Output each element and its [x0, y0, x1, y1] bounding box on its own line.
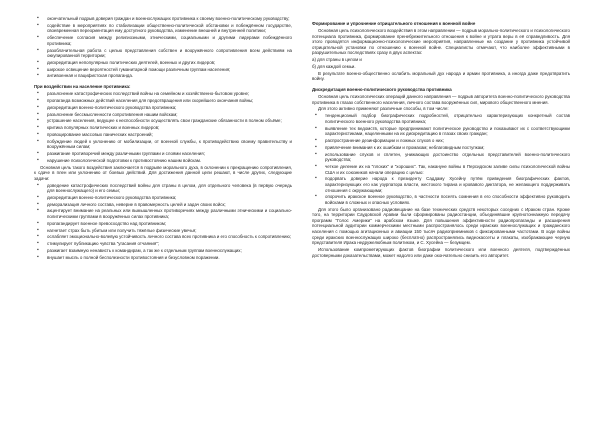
bullet-icon: ▪	[37, 233, 39, 240]
list-item	[312, 164, 570, 175]
bullet-icon: ▪	[37, 21, 39, 28]
list-item-text: доведение катастрофических последствий войны для страны в целом, для отдельного человека (в первую очередь для военнослужащего) и его семьи;	[47, 182, 292, 194]
list-item	[34, 98, 292, 104]
list-item-text: дискредитация военно-политического руководства противника;	[47, 194, 177, 200]
list-item	[312, 176, 570, 193]
list-item-text: внушает мысль о полной бесполезности противостояния и безусловном поражении.	[47, 254, 220, 260]
list-item	[34, 241, 292, 247]
paragraph-main-goal: Основная цель такого воздействия заключается в подрыве морального духа, в склонении к прекращению сопротивления, к сдаче в плен или уклонению от боевых действий. Для достижения данной цели решают, в числе других, следующие задачи:	[34, 164, 292, 181]
bullet-icon: ▪	[37, 226, 39, 233]
bullet-icon: ▪	[315, 112, 317, 119]
list-item-text: выявление тех ведомств, которые предпринимают политическое руководство и показывают их с соответствующими характеристиками, нацеленными на их дискредитацию в глазах своих граждан;	[325, 125, 570, 137]
list-item-text: критика популярных политических и военных лидеров;	[47, 125, 160, 131]
list-item-text: ослабляет эмоционально-волевую устойчивость личного состава всех противника и его способность к сопротивлению;	[47, 234, 292, 240]
list-item: б) для каждой семьи.	[312, 64, 356, 70]
list-item-text: нагнетает страх быть убитым или получить тяжёлые физические увечья;	[47, 227, 197, 233]
paragraph-discredit-goal: Основная цель психологических операций данного направления — подрыв авторитета военно-политического руководства противника в глазах собственного населения, личного состава вооружённых сил, мирового общественного мнения.	[312, 94, 570, 105]
bullet-icon: ▪	[315, 143, 317, 150]
bullet-icon: ▪	[37, 58, 39, 65]
list-item-text: тенденциозный подбор биографических подробностей, отрицательно характеризующих конкретный состав политического военного руководства противника;	[325, 113, 570, 124]
list-item-text: антивоенная и пацифистская пропаганда.	[47, 73, 133, 79]
bullet-list-tasks	[34, 183, 292, 261]
section-heading-population: При воздействии на население противника:	[34, 84, 131, 90]
list-item-text: подорвать доверие народа к президенту Саддаму Хусейну путём приведения биографических фактов, характеризующих его как узурпатора власти, жестокого тирана и кровавого диктатора, не желающего поддерживать отношения с окружающими;	[325, 176, 570, 193]
list-item	[34, 91, 292, 97]
list-item-text: разъяснение катастрофических последствий войны на семейном и хозяйственно-бытовом уровне;	[47, 91, 250, 97]
list-item	[34, 228, 292, 234]
list-item	[34, 35, 292, 46]
list-item	[34, 158, 292, 164]
bullet-icon: ▪	[37, 207, 39, 214]
list-item	[34, 132, 292, 138]
list-item	[34, 105, 292, 111]
list-item-text: пропаганда возможных действий населения для предотвращения или скорейшего окончания войны;	[47, 97, 254, 103]
bullet-icon: ▪	[37, 219, 39, 226]
list-item	[34, 202, 292, 208]
list-item-text: стимулирует публикацию чувства "угасания отчаяния";	[47, 241, 160, 247]
bullet-icon: ▪	[37, 253, 39, 260]
list-item-text: побуждение людей к уклонению от мобилизации, от военной службы, к противодействию своему правительству и вооружённым силам;	[47, 138, 292, 150]
bullet-icon: ▪	[37, 137, 39, 144]
paragraph-compromise: Использование компрометирующих фактов биографии политического или военного деятеля, подтверждённых достоверными доказательствами, может надолго или даже окончательно снизить его авторитет.	[312, 247, 570, 258]
list-item: а) для страны в целом и	[312, 57, 362, 63]
list-item	[312, 138, 570, 144]
bullet-icon: ▪	[37, 181, 39, 188]
bullet-icon: ▪	[37, 90, 39, 97]
list-item-text: акцентирует внимание на реальных или вымышленных противоречиях между различными этническими и социально-политическими группами в вооружённых силах противника;	[47, 208, 292, 220]
bullet-icon: ▪	[37, 110, 39, 117]
bullet-list-objectives	[34, 16, 292, 79]
list-item	[34, 23, 292, 34]
bullet-list-population	[34, 91, 292, 163]
list-item	[312, 145, 570, 151]
bullet-icon: ▪	[37, 117, 39, 124]
list-item-text: четкое деление их на "плохих" и "хороших". Так, накануне войны в Персидском заливе силы психологической войны США и их союзников начали операцию с целью:	[325, 163, 570, 175]
list-item-text: деморализация личного состава, неверие в правомерность целей и задач своих войск;	[47, 201, 226, 207]
list-item	[34, 118, 292, 124]
list-item-text: дискредитация военно-политического руководства противника;	[47, 104, 177, 110]
bullet-icon: ▪	[37, 65, 39, 72]
section-heading-attitude: Формирование и упрочнение отрицательного отношения к военной войне	[312, 21, 476, 26]
list-item	[34, 234, 292, 240]
list-item	[34, 183, 292, 194]
list-item	[34, 221, 292, 227]
bullet-icon: ▪	[315, 137, 317, 143]
list-item-text: обеспечение согласия между религиозными, этническими, социальными и другими лидерами побеждённого противника;	[47, 35, 292, 46]
list-item	[312, 152, 570, 163]
list-item-text: нарушение психологической подготовки к противостоянию нашим войскам.	[47, 157, 202, 163]
list-item	[34, 60, 292, 66]
left-column	[34, 16, 292, 262]
bullet-icon: ▪	[315, 162, 317, 169]
bullet-icon: ▪	[37, 96, 39, 103]
list-item	[312, 126, 570, 137]
bullet-icon: ▪	[37, 124, 39, 131]
list-item	[34, 125, 292, 131]
bullet-icon: ▪	[37, 34, 39, 41]
list-item-text: устрашение населения, ведущее к неспособности осуществлять свои гражданские обязанности в полном объёме;	[47, 118, 282, 124]
list-item	[34, 151, 292, 157]
bullet-icon: ▪	[37, 46, 39, 53]
bullet-icon: ▪	[315, 175, 317, 182]
bullet-icon: ▪	[37, 193, 39, 200]
list-item	[34, 255, 292, 261]
list-item	[34, 248, 292, 254]
list-item	[34, 16, 292, 22]
list-item	[34, 112, 292, 118]
list-item	[34, 139, 292, 150]
list-item-text: разъяснение бессмысленности сопротивления нашим войскам;	[47, 111, 178, 117]
list-item	[34, 208, 292, 219]
list-item-text: разжигает взаимную ненависть к командирам, а так же к отдельным группам военнослужащих;	[47, 247, 242, 253]
bullet-icon: ▪	[37, 246, 39, 253]
bullet-icon: ▪	[37, 103, 39, 110]
list-item	[34, 48, 292, 59]
bullet-icon: ▪	[315, 193, 317, 200]
section-heading-discredit: Дискредитация военно-политического руководства противника	[312, 87, 452, 92]
bullet-list-methods	[312, 113, 570, 205]
list-item-text: пропагандирует военное превосходство над противником;	[47, 220, 167, 226]
bullet-icon: ▪	[37, 156, 39, 163]
list-item-text: окончательный подрыв доверия граждан и военнослужащих противника к своему военно-политическому руководству;	[47, 16, 290, 21]
paragraph-methods-intro: Для этого активно применяют различные способы, в том числе:	[318, 106, 449, 112]
bullet-icon: ▪	[315, 150, 317, 157]
list-item-text: разжигание противоречий между различными группами и слоями населения;	[47, 151, 205, 156]
paragraph-result: В результате военно-общественно ослабить моральный дух народа и армии противника, а иногда даже предотвратить войну.	[312, 70, 570, 82]
bullet-icon: ▪	[315, 124, 317, 131]
list-item	[34, 195, 292, 201]
paragraph-radio: Для этого было организовано радиовещание на базе технических средств некоторых соседних с Ираком стран. Кроме того, на территории Саудовской Аравии были сформированы радиостанции, объединявшие крупнотоннажную передачу программ "Голос Америки" на арабском языке. Для повышения эффективности радиопропаганды и расширения потенциальной аудитории коммерческими местными распространялось среди иракских военнослужащих и гражданского населения с помощью агитационных и авиации 150 тысяч радиоприемников с фиксированными частотами. В ходе войны среди иракских военнослужащих широко (бесплатно) распространялись видеокассеты и плакаты, изображающие черную представителя Ирака недружелюбным политиком, и С. Хусейна — безумцем.	[312, 206, 570, 246]
list-item-text: дискредитация непопулярных политических деятелей, военных и других лидеров;	[47, 59, 216, 65]
list-item	[312, 113, 570, 124]
bullet-icon: ▪	[37, 240, 39, 247]
list-item-text: опорочить иракское военное руководство, в частности посеять сомнения в его способности эффективно руководить войсками в сложных и опасных условиях.	[325, 194, 570, 205]
list-item-text: разоблачительная работа с целью представления собствен и вооружённого сопротивления всем действиям на оккупированной территории;	[47, 47, 292, 59]
list-item-text: привлечение внимания к их ошибкам и промахам; неблаговидным поступкам;	[325, 144, 485, 150]
list-item-text: содействие в мероприятиях по стабилизации общественно-политической обстановки и побеждённом государстве, своевременная переориентация ему доступного руководства, изменение внешней и внутренней политики;	[47, 22, 292, 34]
paragraph-attitude: Основная цель психологического воздействия в этом направлении — подрыв морально-политического и психологического потенциала противника, формирование пренебрежительного отношения к войне и утрата веры в её справедливость. Для этого проводятся информационно-психологические мероприятия, направленные на создание у противника устойчивой отрицательной установки по отношению к военной войне. Специалисты отмечают, что наиболее эффективными в разрушительных последствиях сразу в двух аспектах:	[312, 28, 570, 56]
bullet-icon: ▪	[37, 72, 39, 79]
list-item-text: использование слухов и сплетен, унижающих достоинство отдельных представителей военно-политического руководства;	[325, 151, 570, 163]
bullet-icon: ▪	[37, 130, 39, 137]
bullet-icon: ▪	[37, 15, 39, 21]
list-item	[34, 73, 292, 79]
bullet-icon: ▪	[37, 200, 39, 207]
list-item-text: провоцирование массовых панических настроений;	[47, 131, 153, 137]
list-item-text: широкое освещение вероятностей гуманитарной помощи различным группам населения;	[47, 66, 231, 72]
right-column	[312, 16, 570, 259]
list-item-text: распространение дезинформации и ложных слухов о них;	[325, 138, 444, 143]
bullet-icon: ▪	[37, 150, 39, 156]
list-item	[312, 194, 570, 205]
list-item	[34, 67, 292, 73]
